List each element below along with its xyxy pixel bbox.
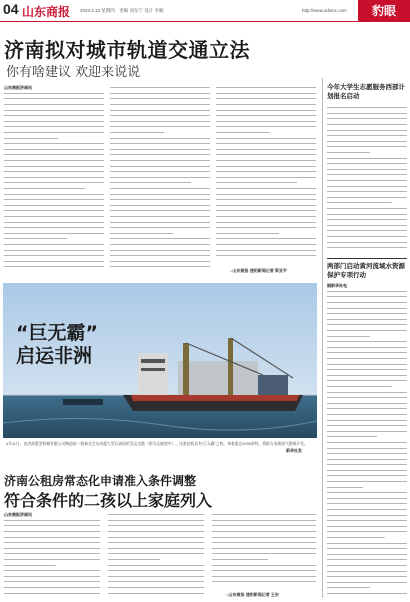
right-headline-1: 今年大学生志愿服务西部计划报名启动 xyxy=(327,83,405,100)
article-lead: 据新华社电 xyxy=(327,283,347,288)
article-lead: 山东商报济南讯 xyxy=(4,512,32,517)
text-line xyxy=(212,579,316,585)
story2-source: ○山东商报·速豹新闻记者 王东 xyxy=(226,592,279,597)
editor-info: 责编 刘东宁 设计 李楠 xyxy=(119,8,164,13)
photo-title xyxy=(16,322,98,368)
story2-kicker: 济南公租房常态化申请准入条件调整 xyxy=(4,474,197,488)
photo-caption: 4月11日，由济南重型机械有限公司制造的一套新式全自动超大型石油钻机发运出港（图为运输途中）。这套钻机具有“巨无霸”之称，单套重达1000余吨，将助力非洲油气勘探开发。 xyxy=(6,442,308,446)
text-line xyxy=(327,591,407,597)
story2-column-3 xyxy=(212,512,316,590)
story2-headline: 符合条件的二孩以上家庭列入 xyxy=(4,491,213,510)
main-headline: 济南拟对城市轨道交通立法 xyxy=(4,38,250,62)
text-line xyxy=(108,590,204,596)
right-headline-2: 两部门启动黄河流域水资源保护专项行动 xyxy=(327,262,405,279)
issue-info xyxy=(80,8,164,14)
column-divider xyxy=(322,78,323,598)
page-number: 04 xyxy=(3,1,19,17)
story2-column-2 xyxy=(108,512,204,598)
text-line xyxy=(327,245,407,251)
right-story2-text xyxy=(327,283,407,598)
story1-column-3 xyxy=(216,85,316,263)
right-divider xyxy=(327,258,407,259)
photo-title-line-2: 启运非洲 xyxy=(16,345,93,367)
story1-source: ○山东商报·速豹新闻记者 梁亚平 xyxy=(230,268,287,273)
text-line xyxy=(4,590,100,596)
text-line xyxy=(216,253,316,259)
photo-credit: 新华社发 xyxy=(286,448,302,453)
page-header xyxy=(0,0,410,22)
text-line xyxy=(110,264,210,270)
story1-column-1 xyxy=(4,85,104,275)
text-line xyxy=(4,264,104,270)
newspaper-brand: 山东商报 xyxy=(22,5,71,19)
story2-column-1 xyxy=(4,512,100,598)
section-badge: 豹眼 xyxy=(358,0,410,22)
article-lead: 山东商报济南讯 xyxy=(4,85,32,90)
issue-date: 2023.4.13 星期四 xyxy=(80,8,115,13)
main-subhead: 你有啥建议 欢迎来说说 xyxy=(6,65,141,80)
photo-title-line-1: “巨无霸” xyxy=(16,322,98,344)
right-story1-text xyxy=(327,105,407,253)
website-url[interactable]: http://www.sdsmc.com xyxy=(302,8,347,13)
story1-column-2 xyxy=(110,85,210,275)
